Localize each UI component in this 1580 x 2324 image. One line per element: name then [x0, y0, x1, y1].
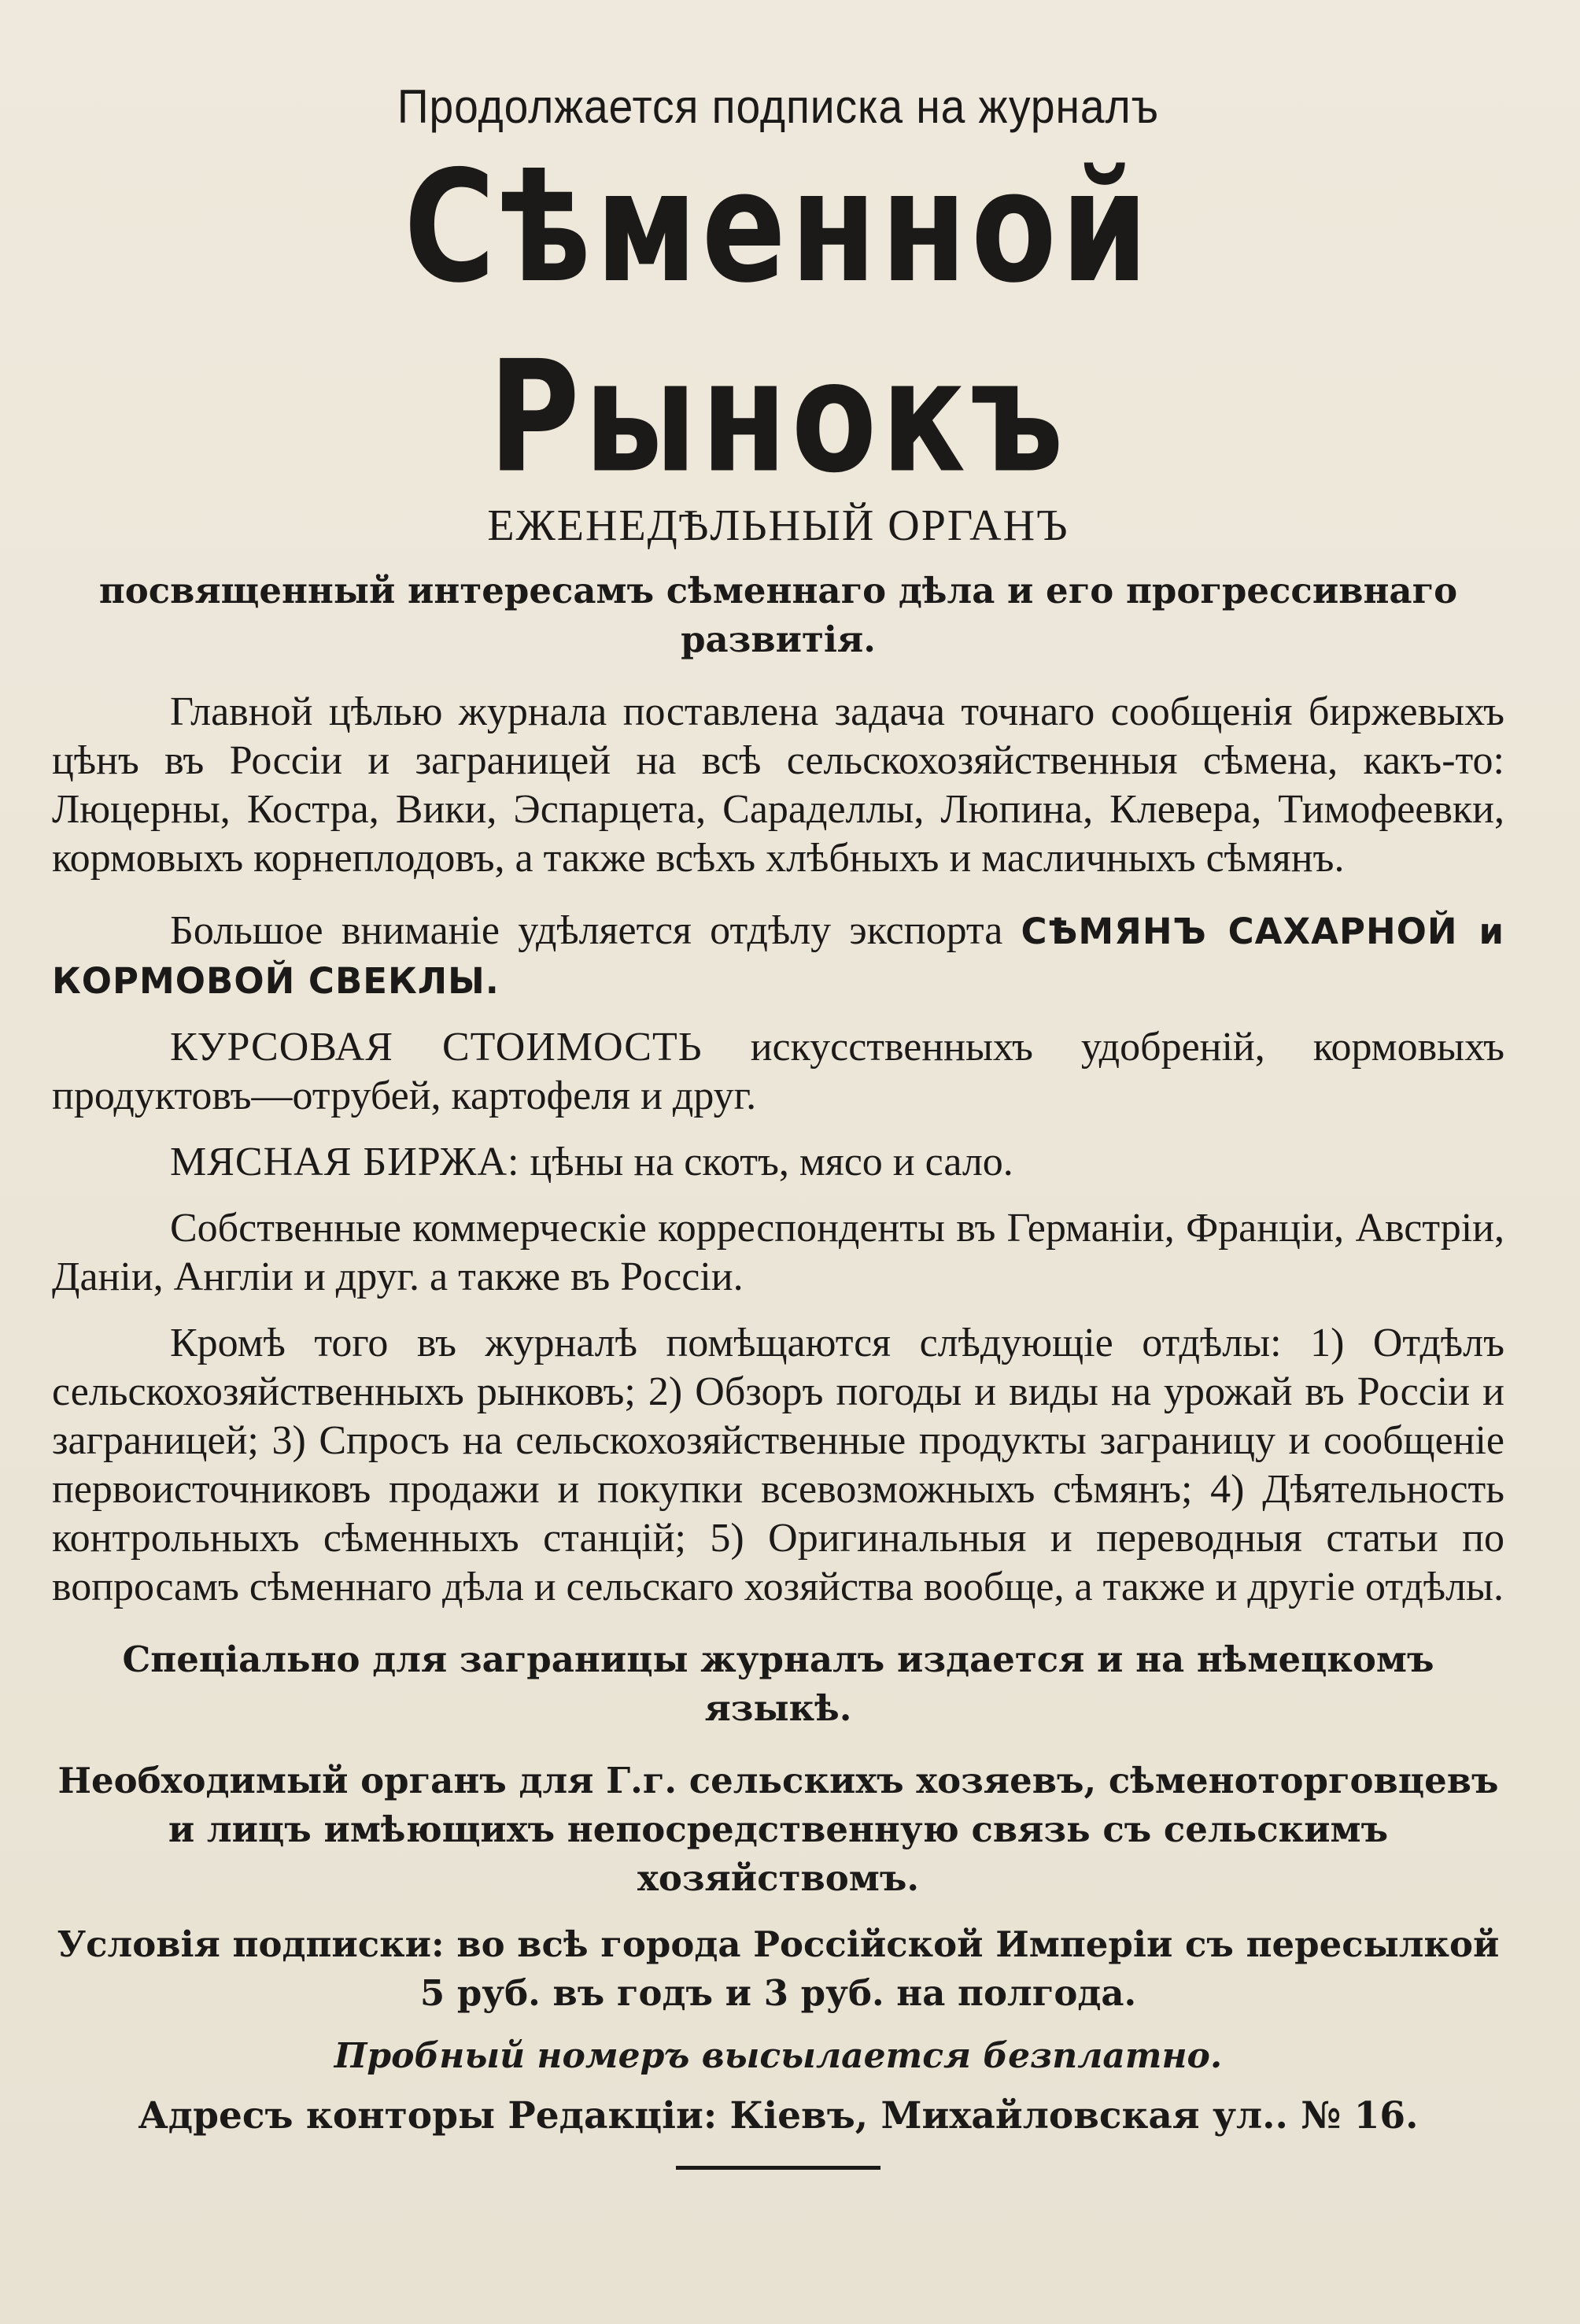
meat-exchange-text: цѣны на скотъ, мясо и сало. — [519, 1140, 1013, 1184]
subscription-line: Продолжается подписка на журналъ — [397, 80, 1160, 133]
export-text: Большое вниманіе удѣляется отдѣлу экспорта — [170, 908, 1021, 953]
subtitle: ЕЖЕНЕДѢЛЬНЫЙ ОРГАНЪ — [487, 501, 1069, 550]
paragraph-rates — [52, 1023, 1504, 1121]
meat-exchange-heading: МЯСНАЯ БИРЖА: — [170, 1140, 520, 1184]
purpose-statement: посвященный интересамъ сѣменнаго дѣла и его прогрессивнаго развитія. — [98, 570, 1458, 660]
paragraph-sections: Кромѣ того въ журналѣ помѣщаются слѣдующіе отдѣлы: 1) Отдѣлъ сельскохозяйственныхъ рынковъ; 2) Обзоръ погоды и виды на урожай въ Россіи и заграницей; 3) Спросъ на сельскохозяйственные продукты заграницу и сообщеніе первоисточниковъ продажи и покупки всевозможныхъ сѣмянъ; 4) Дѣятельность контрольныхъ сѣменныхъ станцій; 5) Оригинальныя и переводныя статьи по вопросамъ сѣменнаго дѣла и сельскаго хозяйства вообще, а также и другіе отдѣлы. — [52, 1321, 1504, 1609]
free-sample-line: Пробный номеръ высылается безплатно. — [334, 2036, 1223, 2076]
paragraph-correspondents: Собственные коммерческіе корреспонденты въ Германіи, Франціи, Австріи, Даніи, Англіи и друг. а также въ Россіи. — [52, 1206, 1504, 1299]
paragraph-german-edition: Спеціально для заграницы журналъ издается и на нѣмецкомъ языкѣ. — [122, 1639, 1434, 1729]
paragraph-audience: Необходимый органъ для Г.г. сельскихъ хозяевъ, сѣменоторговцевъ и лицъ имѣющихъ непосредственную связь съ сельскимъ хозяйствомъ. — [57, 1760, 1499, 1899]
journal-masthead: Сѣменной Рынокъ — [404, 138, 1153, 508]
paragraph-subscription-terms: Условія подписки: во всѣ города Россійской Имперіи съ пересылкой 5 руб. въ годъ и 3 руб. на полгода. — [57, 1923, 1500, 2014]
paragraph-meat-exchange — [52, 1138, 1504, 1187]
paragraph-main-goal: Главной цѣлью журнала поставлена задача точнаго сообщенія биржевыхъ цѣнъ въ Россіи и заграницей на всѣ сельскохозяйственныя сѣмена, какъ-то: Люцерны, Костра, Вики, Эспарцета, Сараделлы, Люпина, Клевера, Тимофеевки, кормовыхъ корнеплодовъ, а также всѣхъ хлѣбныхъ и масличныхъ сѣмянъ. — [52, 689, 1504, 881]
closing-rule — [676, 2166, 880, 2170]
paragraph-export — [52, 907, 1504, 1006]
rates-heading: КУРСОВАЯ СТОИМОСТЬ — [170, 1025, 703, 1070]
editorial-address: Адресъ конторы Редакціи: Кіевъ, Михайловская ул.. № 16. — [138, 2094, 1419, 2137]
rates-text: искусственныхъ удобреній, кормовыхъ продуктовъ—отрубей, картофеля и друг. — [52, 1025, 1504, 1118]
export-highlight: СѢМЯНЪ САХАРНОЙ и КОРМОВОЙ СВЕКЛЫ. — [52, 911, 1504, 1002]
